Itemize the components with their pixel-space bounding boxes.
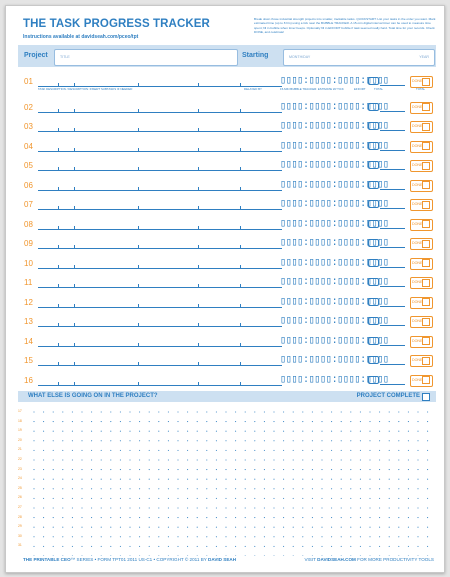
task-number: 01: [24, 77, 33, 86]
task-row: [18, 293, 436, 311]
desc-tick: [240, 128, 241, 131]
done-label: DONE: [412, 377, 423, 382]
task-description-line[interactable]: [38, 268, 282, 269]
grid-row-number: 21: [18, 447, 22, 452]
task-number: 12: [24, 297, 33, 307]
task-row: [18, 195, 436, 213]
task-row: [18, 371, 436, 389]
task-description-line[interactable]: [38, 190, 282, 191]
task-row: [18, 234, 436, 252]
task-number: 04: [24, 141, 33, 151]
done-checkbox[interactable]: [422, 78, 430, 86]
desc-tick: [138, 148, 139, 151]
total-time-line[interactable]: [380, 130, 405, 131]
desc-tick: [58, 109, 59, 112]
desc-tick: [58, 362, 59, 365]
done-checkbox[interactable]: [422, 123, 430, 131]
desc-tick: [240, 206, 241, 209]
grid-row-number: 30: [18, 533, 22, 538]
desc-tick: [138, 284, 139, 287]
task-row: [18, 312, 436, 330]
desc-tick: [138, 187, 139, 190]
desc-tick: [58, 226, 59, 229]
grid-row-number: 31: [18, 543, 22, 548]
desc-tick: [58, 265, 59, 268]
desc-tick: [240, 362, 241, 365]
start-date-field[interactable]: [283, 49, 435, 66]
effort-bubble[interactable]: [368, 77, 379, 85]
year-placeholder: YEAR: [419, 55, 429, 59]
column-header-total: TOTAL: [374, 87, 384, 91]
done-checkbox[interactable]: [422, 298, 430, 306]
title-placeholder: TITLE: [60, 55, 70, 59]
grid-row-number: 29: [18, 524, 22, 529]
done-label: DONE: [412, 241, 423, 245]
grid-row-number: 17: [18, 409, 22, 413]
desc-tick: [198, 226, 199, 229]
desc-tick: [74, 245, 75, 248]
grid-row-number: 23: [18, 466, 22, 471]
effort-bubble[interactable]: [368, 298, 379, 306]
task-number: 02: [24, 102, 33, 112]
desc-tick: [58, 304, 59, 307]
done-label: DONE: [412, 221, 423, 226]
done-checkbox[interactable]: [422, 103, 430, 111]
done-checkbox[interactable]: [422, 181, 430, 189]
total-time-line[interactable]: [380, 150, 405, 151]
bubble-tracker[interactable]: ▯▯▯▯:▯▯▯▯:▯▯▯▯:▯▯▯▯: [280, 373, 389, 386]
desc-tick: [198, 167, 199, 170]
desc-tick: [58, 148, 59, 151]
done-checkbox[interactable]: [422, 376, 430, 384]
task-number: 13: [24, 317, 33, 326]
desc-tick: [74, 323, 75, 326]
desc-tick: [138, 167, 139, 170]
desc-tick: [198, 128, 199, 131]
footer-brand: THE PRINTABLE CEO: [23, 557, 71, 562]
bubble-tracker[interactable]: ▯▯▯▯:▯▯▯▯:▯▯▯▯:▯▯▯▯: [280, 237, 389, 249]
task-description-line[interactable]: [38, 385, 282, 386]
desc-tick: [240, 323, 241, 326]
task-row: [18, 137, 436, 155]
desc-tick: [138, 265, 139, 268]
done-checkbox[interactable]: [422, 357, 430, 365]
desc-tick: [198, 187, 199, 190]
task-description-line[interactable]: [38, 365, 282, 366]
desc-tick: [198, 265, 199, 268]
total-time-line[interactable]: [380, 169, 405, 170]
task-description-line[interactable]: [38, 112, 282, 113]
bubble-tracker[interactable]: ▯▯▯▯:▯▯▯▯:▯▯▯▯:▯▯▯▯: [280, 159, 389, 171]
done-label: DONE: [412, 280, 423, 284]
desc-tick: [74, 148, 75, 151]
grid-row-number: 24: [18, 476, 22, 481]
task-number: 07: [24, 200, 33, 209]
desc-tick: [138, 245, 139, 248]
done-label: DONE: [412, 319, 423, 323]
desc-tick: [138, 323, 139, 326]
task-number: 15: [24, 356, 33, 365]
desc-tick: [240, 83, 241, 86]
done-checkbox[interactable]: [422, 240, 430, 248]
total-time-line[interactable]: [380, 111, 405, 112]
desc-tick: [74, 109, 75, 112]
desc-tick: [74, 343, 75, 346]
column-header-task: TASK DESCRIPTION / DESCRIPTION: INSERT SUBTASKS IF NEEDED: [38, 87, 133, 91]
desc-tick: [198, 245, 199, 248]
desc-tick: [240, 343, 241, 346]
desc-tick: [198, 148, 199, 151]
desc-tick: [240, 382, 241, 385]
task-description-line[interactable]: [38, 209, 282, 210]
total-time-line[interactable]: [380, 325, 405, 326]
done-checkbox[interactable]: [422, 259, 430, 267]
task-number: 06: [24, 180, 33, 190]
done-label: DONE: [412, 124, 423, 128]
desc-tick: [198, 206, 199, 209]
task-number: 05: [24, 161, 33, 170]
starting-label: Starting: [242, 52, 269, 59]
desc-tick: [74, 284, 75, 287]
done-label: DONE: [412, 299, 423, 304]
task-number: 11: [24, 278, 33, 287]
desc-tick: [240, 226, 241, 229]
task-row: [18, 156, 436, 174]
total-time-line[interactable]: [380, 208, 405, 209]
total-time-line[interactable]: [380, 267, 405, 268]
desc-tick: [240, 109, 241, 112]
effort-bubble[interactable]: [368, 103, 379, 111]
effort-bubble[interactable]: [368, 161, 379, 169]
done-label: DONE: [412, 338, 423, 343]
effort-bubble[interactable]: [368, 200, 379, 208]
desc-tick: [58, 83, 59, 86]
desc-tick: [58, 128, 59, 131]
done-label: DONE: [412, 358, 423, 362]
task-row: [18, 98, 436, 116]
task-description-line[interactable]: [38, 229, 282, 230]
bubble-tracker[interactable]: ▯▯▯▯:▯▯▯▯:▯▯▯▯:▯▯▯▯: [280, 334, 389, 347]
task-description-line[interactable]: [38, 131, 282, 132]
column-header-effort: EFFORT: [354, 87, 366, 91]
column-header-bubbles: 15-MIN BUBBLE TRACKER: ESTIMATE W/ TICK: [280, 87, 344, 91]
project-complete-label: PROJECT COMPLETE: [356, 393, 420, 399]
bubble-tracker[interactable]: ▯▯▯▯:▯▯▯▯:▯▯▯▯:▯▯▯▯: [280, 217, 389, 230]
desc-tick: [74, 362, 75, 365]
done-checkbox[interactable]: [422, 337, 430, 345]
desc-tick: [58, 245, 59, 248]
project-title-field[interactable]: [54, 49, 238, 66]
desc-tick: [198, 83, 199, 86]
desc-tick: [240, 187, 241, 190]
desc-tick: [240, 245, 241, 248]
task-number: 09: [24, 239, 33, 248]
desc-tick: [138, 382, 139, 385]
tracker-sheet: [5, 5, 445, 573]
project-complete-checkbox[interactable]: [422, 393, 430, 401]
desc-tick: [240, 265, 241, 268]
footer-copyright: ™ SERIES • FORM TPT01 2011 US-C1 • COPYRIGHT © 2011 BY: [70, 557, 207, 562]
task-number: 16: [24, 375, 33, 385]
desc-tick: [198, 304, 199, 307]
grid-row-number: 22: [18, 457, 22, 461]
effort-bubble[interactable]: [368, 356, 379, 364]
done-label: DONE: [412, 79, 423, 83]
bubble-tracker[interactable]: ▯▯▯▯:▯▯▯▯:▯▯▯▯:▯▯▯▯: [280, 256, 389, 269]
desc-tick: [240, 304, 241, 307]
month-placeholder: MONTH/DAY: [289, 55, 311, 59]
desc-tick: [198, 382, 199, 385]
footer-tagline: FOR MORE PRODUCTIVITY TOOLS: [357, 557, 434, 562]
desc-tick: [58, 323, 59, 326]
bubble-tracker[interactable]: ▯▯▯▯:▯▯▯▯:▯▯▯▯:▯▯▯▯: [280, 315, 389, 327]
effort-bubble[interactable]: [368, 239, 379, 247]
total-time-line[interactable]: [380, 286, 405, 287]
task-description-line[interactable]: [38, 151, 282, 152]
total-time-line[interactable]: [380, 247, 405, 248]
task-row: [18, 215, 436, 233]
bubble-tracker[interactable]: ▯▯▯▯:▯▯▯▯:▯▯▯▯:▯▯▯▯: [280, 75, 389, 87]
desc-tick: [74, 206, 75, 209]
done-label: DONE: [412, 143, 423, 148]
done-label: DONE: [412, 260, 423, 265]
task-number: 08: [24, 219, 33, 229]
desc-tick: [240, 167, 241, 170]
task-description-line[interactable]: [38, 346, 282, 347]
desc-tick: [198, 362, 199, 365]
desc-tick: [138, 343, 139, 346]
else-section-label: WHAT ELSE IS GOING ON IN THE PROJECT?: [28, 393, 158, 399]
effort-bubble[interactable]: [368, 259, 379, 267]
total-time-line[interactable]: [380, 345, 405, 346]
grid-row-number: 18: [18, 418, 22, 423]
effort-bubble[interactable]: [368, 278, 379, 286]
bubble-tracker[interactable]: ▯▯▯▯:▯▯▯▯:▯▯▯▯:▯▯▯▯: [280, 354, 389, 366]
desc-tick: [58, 187, 59, 190]
desc-tick: [74, 304, 75, 307]
effort-bubble[interactable]: [368, 181, 379, 189]
desc-tick: [198, 109, 199, 112]
bubble-tracker[interactable]: ▯▯▯▯:▯▯▯▯:▯▯▯▯:▯▯▯▯: [280, 276, 389, 288]
desc-tick: [240, 148, 241, 151]
footer-site-link[interactable]: DAVIDSEAH.COM: [317, 557, 356, 562]
task-description-line[interactable]: [38, 326, 282, 327]
desc-tick: [74, 265, 75, 268]
done-checkbox[interactable]: [422, 142, 430, 150]
effort-bubble[interactable]: [368, 142, 379, 150]
task-description-line[interactable]: [38, 170, 282, 171]
bubble-tracker[interactable]: ▯▯▯▯:▯▯▯▯:▯▯▯▯:▯▯▯▯: [280, 120, 389, 132]
done-checkbox[interactable]: [422, 162, 430, 170]
desc-tick: [198, 343, 199, 346]
task-row: [18, 176, 436, 194]
footer-right: [304, 557, 434, 562]
desc-tick: [138, 83, 139, 86]
done-label: DONE: [412, 104, 423, 109]
desc-tick: [138, 206, 139, 209]
total-time-line[interactable]: [380, 306, 405, 307]
task-number: 14: [24, 336, 33, 346]
desc-tick: [74, 167, 75, 170]
desc-tick: [74, 187, 75, 190]
grid-row-number: 25: [18, 485, 22, 490]
task-row: [18, 273, 436, 291]
task-description-line[interactable]: [38, 248, 282, 249]
quickstart-blurb: Break down those industrial strength projects into smaller, trackable tasks. QUICKSTART: List your tasks in the order you want. Mark estimated time (up to 8 hrs) using a tick near the BUBBLE TRACKER. A 15-min digital interval timer can be used to measure time spent; fill in bubble when timer beeps. Optionally fill in EFFORT bubble if task seemed really hard. Total time for your records. Check DONE, and celebrate!: [254, 17, 436, 35]
dot-grid[interactable]: [30, 406, 436, 556]
desc-tick: [58, 382, 59, 385]
total-time-line[interactable]: [380, 364, 405, 365]
desc-tick: [240, 284, 241, 287]
task-number: 03: [24, 122, 33, 131]
total-time-line[interactable]: [380, 85, 405, 86]
footer-left: [23, 557, 236, 562]
desc-tick: [58, 167, 59, 170]
grid-row-number: 28: [18, 514, 22, 519]
total-time-line[interactable]: [380, 228, 405, 229]
bubble-tracker[interactable]: ▯▯▯▯:▯▯▯▯:▯▯▯▯:▯▯▯▯: [280, 295, 389, 308]
task-description-line[interactable]: [38, 287, 282, 288]
done-label: DONE: [412, 202, 423, 206]
column-header-delayed: DELAYED BY: [244, 87, 262, 91]
effort-bubble[interactable]: [368, 337, 379, 345]
desc-tick: [74, 83, 75, 86]
page-title: THE TASK PROGRESS TRACKER: [23, 18, 210, 30]
effort-bubble[interactable]: [368, 122, 379, 130]
task-row: [18, 254, 436, 272]
task-row: [18, 332, 436, 350]
done-checkbox[interactable]: [422, 201, 430, 209]
bubble-tracker[interactable]: ▯▯▯▯:▯▯▯▯:▯▯▯▯:▯▯▯▯: [280, 100, 389, 113]
instructions-link[interactable]: Instructions available at davidseah.com/pceo/tpt: [23, 34, 139, 40]
desc-tick: [138, 128, 139, 131]
effort-bubble[interactable]: [368, 376, 379, 384]
desc-tick: [58, 343, 59, 346]
desc-tick: [74, 382, 75, 385]
footer-visit: VISIT: [304, 557, 316, 562]
grid-row-number: 19: [18, 428, 22, 433]
desc-tick: [74, 226, 75, 229]
task-row: [18, 117, 436, 135]
desc-tick: [58, 206, 59, 209]
grid-row-number: 26: [18, 495, 22, 500]
else-section-bar: [18, 391, 436, 402]
desc-tick: [138, 304, 139, 307]
column-header-time: TOTAL: [416, 87, 426, 91]
grid-row-number: 27: [18, 505, 22, 509]
desc-tick: [198, 323, 199, 326]
done-checkbox[interactable]: [422, 279, 430, 287]
desc-tick: [138, 109, 139, 112]
done-checkbox[interactable]: [422, 220, 430, 228]
desc-tick: [198, 284, 199, 287]
effort-bubble[interactable]: [368, 220, 379, 228]
grid-row-number: 20: [18, 437, 22, 442]
desc-tick: [58, 284, 59, 287]
done-label: DONE: [412, 163, 423, 167]
project-bar: [18, 45, 436, 67]
desc-tick: [74, 128, 75, 131]
total-time-line[interactable]: [380, 189, 405, 190]
bubble-tracker[interactable]: ▯▯▯▯:▯▯▯▯:▯▯▯▯:▯▯▯▯: [280, 139, 389, 152]
task-number: 10: [24, 258, 33, 268]
bubble-tracker[interactable]: ▯▯▯▯:▯▯▯▯:▯▯▯▯:▯▯▯▯: [280, 178, 389, 191]
footer-author: DAVID SEAH: [208, 557, 237, 562]
desc-tick: [138, 226, 139, 229]
project-label: Project: [24, 52, 48, 59]
done-label: DONE: [412, 182, 423, 187]
total-time-line[interactable]: [380, 384, 405, 385]
task-description-line[interactable]: [38, 307, 282, 308]
effort-bubble[interactable]: [368, 317, 379, 325]
desc-tick: [138, 362, 139, 365]
done-checkbox[interactable]: [422, 318, 430, 326]
bubble-tracker[interactable]: ▯▯▯▯:▯▯▯▯:▯▯▯▯:▯▯▯▯: [280, 198, 389, 210]
task-row: [18, 351, 436, 369]
